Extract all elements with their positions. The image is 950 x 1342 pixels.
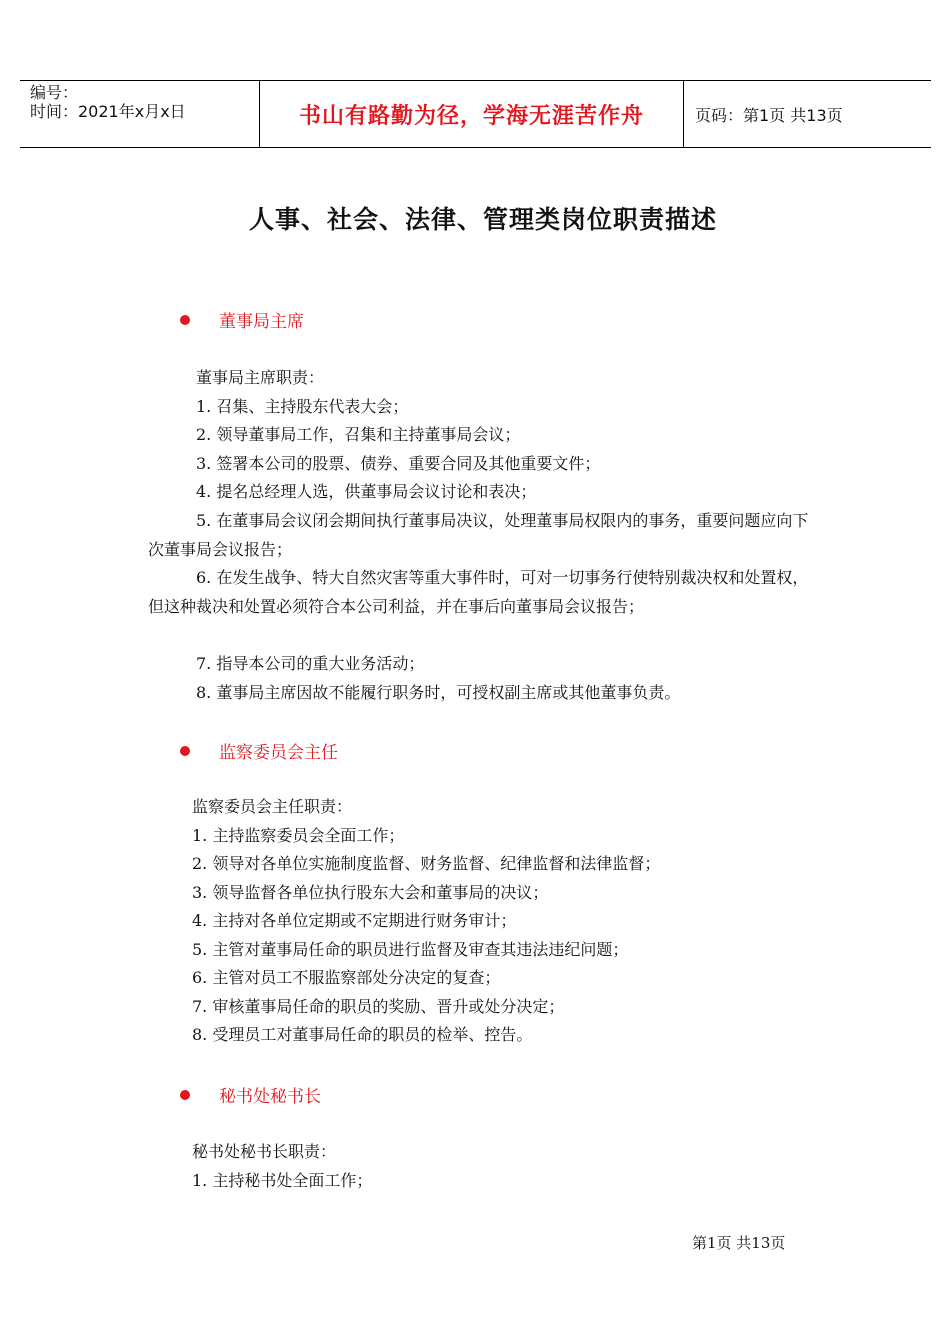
page-header: [20, 80, 931, 148]
header-meta-cell: [20, 81, 260, 147]
list-item: 1. 主持秘书处全面工作；: [192, 1170, 373, 1190]
list-item: 5. 在董事局会议闭会期间执行董事局决议，处理董事局权限内的事务，重要问题应向下次董事局会议报告；: [148, 511, 809, 559]
list-item: 6. 在发生战争、特大自然灾害等重大事件时，可对一切事务行使特别裁决权和处置权，但这种裁决和处置必须符合本公司利益，并在事后向董事局会议报告；: [148, 568, 809, 616]
list-item: 7. 指导本公司的重大业务活动；: [196, 654, 425, 673]
list-item: 5. 主管对董事局任命的职员进行监督及审查其违法违纪问题；: [192, 939, 629, 959]
bullet-icon: [180, 746, 190, 756]
header-page-cell: [684, 81, 931, 147]
section-heading-label: 监察委员会主任: [219, 743, 338, 763]
section-heading-chairman: [180, 307, 304, 332]
bullet-icon: [180, 315, 190, 325]
list-item: 8. 董事局主席因故不能履行职务时，可授权副主席或其他董事负责。: [196, 682, 681, 702]
header-motto-cell: [260, 81, 684, 147]
section-chairman-list: [196, 364, 600, 507]
time-label: 时间：2021年x月x日: [30, 102, 186, 121]
section-heading-supervisory: [180, 738, 338, 763]
section-heading-secretary: [180, 1082, 321, 1107]
list-item: 3. 签署本公司的股票、债券、重要合同及其他重要文件；: [196, 453, 601, 473]
section-chairman-list-tail: [196, 650, 680, 707]
page-code: 页码：第1页 共13页: [695, 105, 843, 125]
document-title: 人事、社会、法律、管理类岗位职责描述: [248, 205, 717, 234]
section-supervisory-list: [192, 793, 660, 1050]
motto: 书山有路勤为径，学海无涯苦作舟: [298, 102, 644, 129]
bullet-icon: [180, 1090, 190, 1100]
section-heading-label: 董事局主席: [219, 312, 304, 332]
list-item: 4. 主持对各单位定期或不定期进行财务审计；: [192, 911, 517, 930]
list-item: 3. 领导监督各单位执行股东大会和董事局的决议；: [192, 882, 549, 902]
list-item: 8. 受理员工对董事局任命的职员的检举、控告。: [192, 1025, 533, 1044]
section-intro: 董事局主席职责：: [196, 368, 325, 387]
section-intro: 监察委员会主任职责：: [192, 797, 353, 816]
list-item: 2. 领导对各单位实施制度监督、财务监督、纪律监督和法律监督；: [192, 854, 661, 873]
section-secretary-list: [192, 1138, 372, 1195]
list-item: 1. 召集、主持股东代表大会；: [196, 396, 409, 416]
section-heading-label: 秘书处秘书长: [219, 1087, 321, 1107]
list-item: 1. 主持监察委员会全面工作；: [192, 825, 405, 845]
section-intro: 秘书处秘书长职责：: [192, 1142, 337, 1161]
page-footer: 第1页 共13页: [692, 1234, 786, 1252]
number-label: 编号：: [30, 83, 79, 102]
list-item: 2. 领导董事局工作，召集和主持董事局会议；: [196, 425, 521, 444]
list-item: 4. 提名总经理人选，供董事局会议讨论和表决；: [196, 482, 537, 501]
list-item: 7. 审核董事局任命的职员的奖励、晋升或处分决定；: [192, 996, 565, 1016]
list-item: 6. 主管对员工不服监察部处分决定的复查；: [192, 968, 501, 987]
